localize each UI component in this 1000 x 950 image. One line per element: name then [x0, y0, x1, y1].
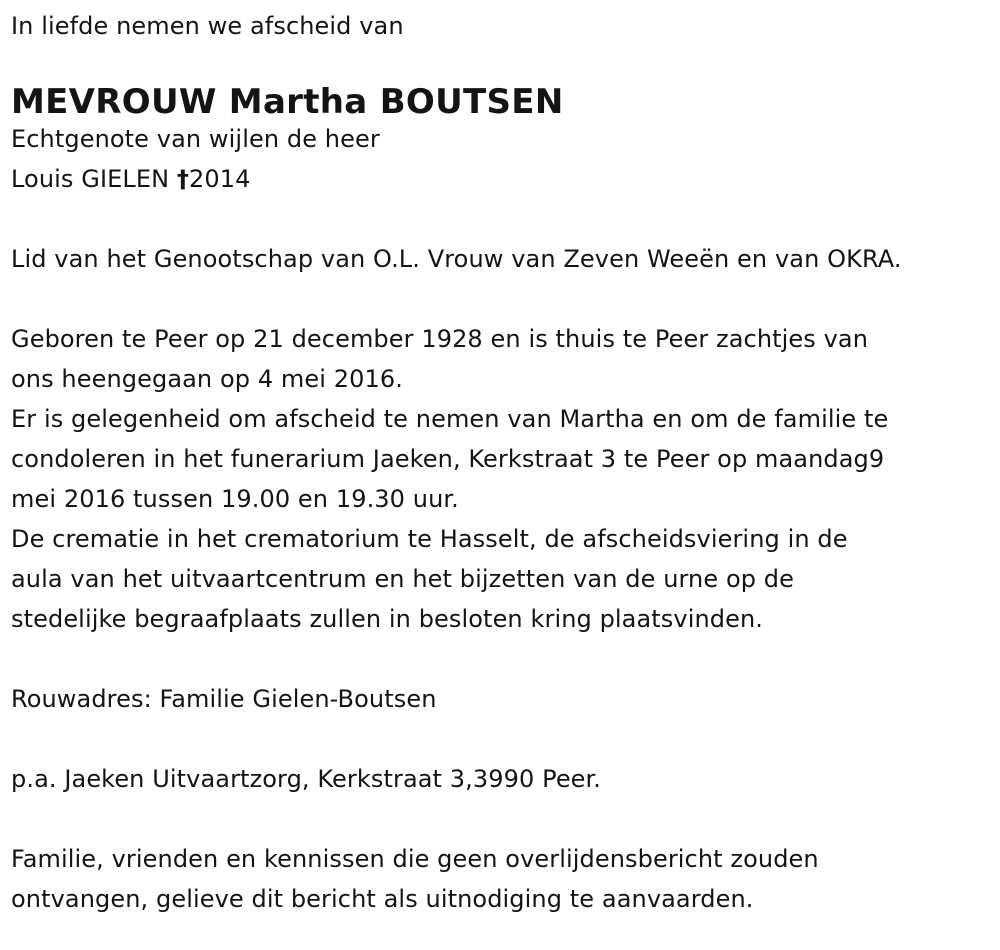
body-line: mei 2016 tussen 19.00 en 19.30 uur. — [11, 485, 459, 513]
closing-line: Familie, vrienden en kennissen die geen overlijdensbericht zouden — [11, 845, 819, 873]
care-of-address: p.a. Jaeken Uitvaartzorg, Kerkstraat 3,3990 Peer. — [11, 765, 602, 793]
spouse-line-1: Echtgenote van wijlen de heer — [11, 125, 380, 153]
body-line: Er is gelegenheid om afscheid te nemen van Martha en om de familie te — [11, 405, 889, 433]
cross-icon: † — [176, 165, 190, 193]
spacer — [11, 279, 991, 319]
spacer — [11, 799, 991, 839]
body-line: ons heengegaan op 4 mei 2016. — [11, 365, 403, 393]
spacer — [11, 639, 991, 679]
mourning-address: Rouwadres: Familie Gielen-Boutsen — [11, 685, 437, 713]
spouse-line-2 — [11, 159, 991, 199]
body-line: aula van het uitvaartcentrum en het bijzetten van de urne op de — [11, 565, 795, 593]
spouse-death-year: 2014 — [189, 165, 251, 193]
deceased-name: MEVROUW Martha BOUTSEN — [11, 82, 564, 122]
body-line: De crematie in het crematorium te Hasselt, de afscheidsviering in de — [11, 525, 848, 553]
spacer — [11, 199, 991, 239]
body-line: condoleren in het funerarium Jaeken, Kerkstraat 3 te Peer op maandag9 — [11, 445, 885, 473]
closing-line: ontvangen, gelieve dit bericht als uitnodiging te aanvaarden. — [11, 885, 754, 913]
spacer — [11, 719, 991, 759]
membership-text: Lid van het Genootschap van O.L. Vrouw van Zeven Weeën en van OKRA. — [11, 245, 902, 273]
intro-text: In liefde nemen we afscheid van — [11, 12, 404, 40]
death-notice — [11, 6, 991, 919]
body-line: stedelijke begraafplaats zullen in besloten kring plaatsvinden. — [11, 605, 764, 633]
body-line: Geboren te Peer op 21 december 1928 en is thuis te Peer zachtjes van — [11, 325, 869, 353]
spouse-name: Louis GIELEN — [11, 165, 177, 193]
